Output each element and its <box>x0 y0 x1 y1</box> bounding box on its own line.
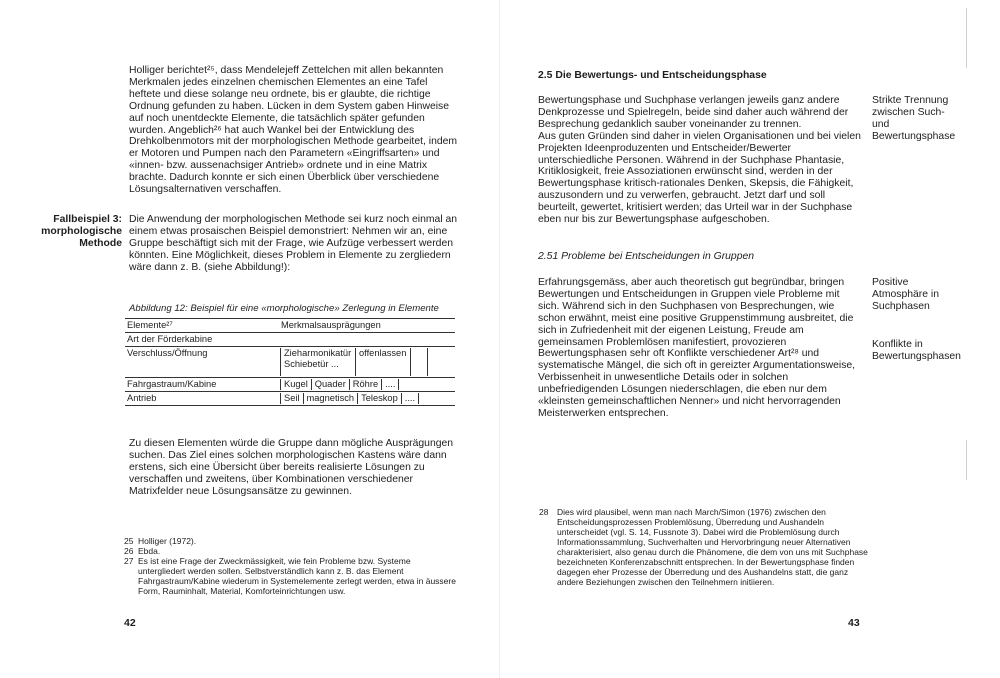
scan-artifact <box>966 8 967 68</box>
example-paragraph <box>129 214 459 274</box>
table-row <box>125 347 455 378</box>
footnote-number: 26 <box>124 546 134 556</box>
footnote-right <box>539 507 869 587</box>
phase-text-1: Bewertungsphase und Suchphase verlangen jeweils ganz andere Denkprozesse und Spielregeln, beide sind daher auch während der Besprechung gedanklich sauber voneinander zu trennen. <box>538 95 849 130</box>
table-cell-element: Art der Förderkabine <box>125 333 279 347</box>
table-row <box>125 333 455 347</box>
table-value-cell: .... <box>401 393 419 404</box>
footnote-text: Ebda. <box>138 546 161 556</box>
section-heading: 2.5 Die Bewertungs- und Entscheidungsphase <box>538 70 767 81</box>
table-header-values: Merkmalsausprägungen <box>279 319 455 333</box>
phase-text-2: Aus guten Gründen sind daher in vielen Organisationen und bei vielen Projekten Ideenproduzenten und Entscheider/Bewerter unterschiedliche Personen. Während in der Suchphase Phantasie, Kritiklosigkeit, freie Assoziationen erwünscht sind, werden in der Bewertungsphase kritisch-rationales Denken, Skepsis, die Fähigkeit, auszusondern und zu verwerfen, gebraucht. Jetzt darf und soll beurteilt, gewertet, kritisiert werden; das Urteil war in der Suchphase eben nur bis zur Bewertungsphase aufgeschoben. <box>538 130 861 226</box>
footnote <box>124 556 456 596</box>
margin-note-separation: Strikte Trennung zwischen Such- und Bewertungsphase <box>872 95 956 142</box>
table-value-cell: Teleskop <box>357 393 402 404</box>
table-cell-element: Verschluss/Öffnung <box>125 347 279 378</box>
table-cell-values <box>279 378 455 392</box>
footnotes-left <box>124 536 456 596</box>
table-cell-element: Antrieb <box>125 392 279 406</box>
table-row <box>125 392 455 406</box>
figure-caption: Abbildung 12: Beispiel für eine «morphologische» Zerlegung in Elemente <box>129 303 439 314</box>
example-text: Die Anwendung der morphologischen Methode sei kurz noch einmal an einem etwas prosaischen Beispiel demonstriert: Nehmen wir an, eine Gruppe beschäftigt sich mit der Frage, wie Aufzüge verbessert werden könnten. Eine Möglichkeit, dieses Problem in Elemente zu zergliedern wäre dann z. B. (siehe Abbildung!): <box>129 214 458 273</box>
footnote-text: Es ist eine Frage der Zweckmässigkeit, wie fein Probleme bzw. Systeme untergliedert werden sollen. Selbstverständlich kann z. B. das Element Fahrgastraum/Kabine wiederum in Systemelemente zerlegt werden, etwa in äussere Form, Rauminhalt, Material, Komforteinrichtungen usw. <box>138 556 456 596</box>
table-row <box>125 378 455 392</box>
scan-artifact <box>966 440 967 480</box>
margin-note-positive: Positive Atmosphäre in Suchphasen <box>872 277 939 312</box>
table-value-cell <box>410 348 428 376</box>
footnote-number: 28 <box>539 507 549 517</box>
footnote <box>539 507 869 587</box>
footnote-number: 27 <box>124 556 134 566</box>
table-value-cell: .... <box>381 379 399 390</box>
table-value-cell: offenlassen <box>355 348 411 376</box>
group-paragraph <box>538 277 863 420</box>
table-cell-values <box>279 392 455 406</box>
table-value-cell: magnetisch <box>303 393 359 404</box>
phase-paragraph <box>538 95 863 226</box>
footnote <box>124 546 456 556</box>
page-number-right: 43 <box>848 617 860 629</box>
table-header-row <box>125 319 455 333</box>
intro-text: Holliger berichtet²⁵, dass Mendelejeff Zettelchen mit allen bekannten Merkmalen jedes einzelnen chemischen Elementes an eine Tafel heftete und diese solange neu ordnete, bis er glaubte, die richtige Ordnung gefunden zu haben. Lücken in dem System gaben Hinweise auf noch unentdeckte Elemente, die tatsächlich später gefunden wurden. Angeblich²⁶ hat auch Wankel bei der Entwicklung des Drehkolbenmotors mit der morphologischen Methode gearbeitet, indem er Motoren und Pumpen nach den Parametern «Eingriffsarten» und «innen- bzw. aussenachsiger Antrieb» ordnete und in eine Matrix brachte. Dadurch konnte er sich einen Überblick über verschiedene Lösungsalternativen verschaffen. <box>129 65 458 196</box>
table-value-cell: Seil <box>280 393 304 404</box>
after-text: Zu diesen Elementen würde die Gruppe dann mögliche Ausprägungen suchen. Das Ziel eines solchen morphologischen Kastens wäre dann erstens, sich eine Übersicht über bereits realisierte Lösungen zu verschaffen und zweitens, über Kombinationen verschiedener Matrixfelder neue Lösungsansätze zu gewinnen. <box>129 438 454 497</box>
intro-paragraph <box>129 65 459 196</box>
page-number-left: 42 <box>124 617 136 629</box>
table-value-cell: Röhre <box>349 379 382 390</box>
margin-note-conflicts: Konflikte in Bewertungsphasen <box>872 339 961 362</box>
table-cell-values <box>279 347 455 378</box>
table-header-element: Elemente²⁷ <box>125 319 279 333</box>
table-value-cell: Kugel <box>280 379 312 390</box>
morphological-table <box>125 318 455 406</box>
footnote-number: 25 <box>124 536 134 546</box>
table-cell-values <box>279 333 455 347</box>
group-text: Erfahrungsgemäss, aber auch theoretisch gut begründbar, bringen Bewertungen und Entscheidungen in Gruppen viele Probleme mit sich. Während sich in den Suchphasen von Besprechungen, wie schon erwähnt, meist eine positive Gruppenstimmung ausbreitet, die sich in Zufriedenheit mit der eigenen Leistung, Freude am gemeinsamen Problemlösen manifestiert, provozieren Bewertungsphasen sehr oft Konflikte verschiedener Art²⁸ und systematische Mängel, die sich oft in gereizter Argumentationsweise, Verbissenheit in unwesentliche Details oder in solchen unbefriedigenden Lösungen niederschlagen, die eben nur dem «kleinsten gemeinschaftlichen Nenner» und nicht hervorragenden Meisterwerken entsprechen. <box>538 277 856 419</box>
table-value-cell: Quader <box>311 379 350 390</box>
footnote <box>124 536 456 546</box>
footnote-text: Holliger (1972). <box>138 536 197 546</box>
table-value-cell: Zieharmonikatür Schiebetür ... <box>280 348 356 376</box>
subsection-heading: 2.51 Probleme bei Entscheidungen in Gruppen <box>538 251 755 262</box>
table-cell-element: Fahrgastraum/Kabine <box>125 378 279 392</box>
after-paragraph <box>129 438 459 498</box>
margin-note-case-study: Fallbeispiel 3: morphologische Methode <box>41 214 122 249</box>
footnote-text: Dies wird plausibel, wenn man nach March/Simon (1976) zwischen den Entscheidungsprozessen Problemlösung, Überredung und Aushandeln unterscheidet (vgl. S. 14, Fussnote 3). Dabei wird die Problemlösung durch Informationssammlung, Suchverhalten und Hervorbringung neuer Alternativen charakterisiert, also genau durch die Phänomene, die dem von uns mit Suchphase bezeichneten Konferenzabschnitt entsprechen. In der Bewertungsphase finden dagegen eher Prozesse der Überredung und des Aushandelns statt, die ganz andere Beziehungen zwischen den Teilnehmern initiieren. <box>557 507 868 587</box>
